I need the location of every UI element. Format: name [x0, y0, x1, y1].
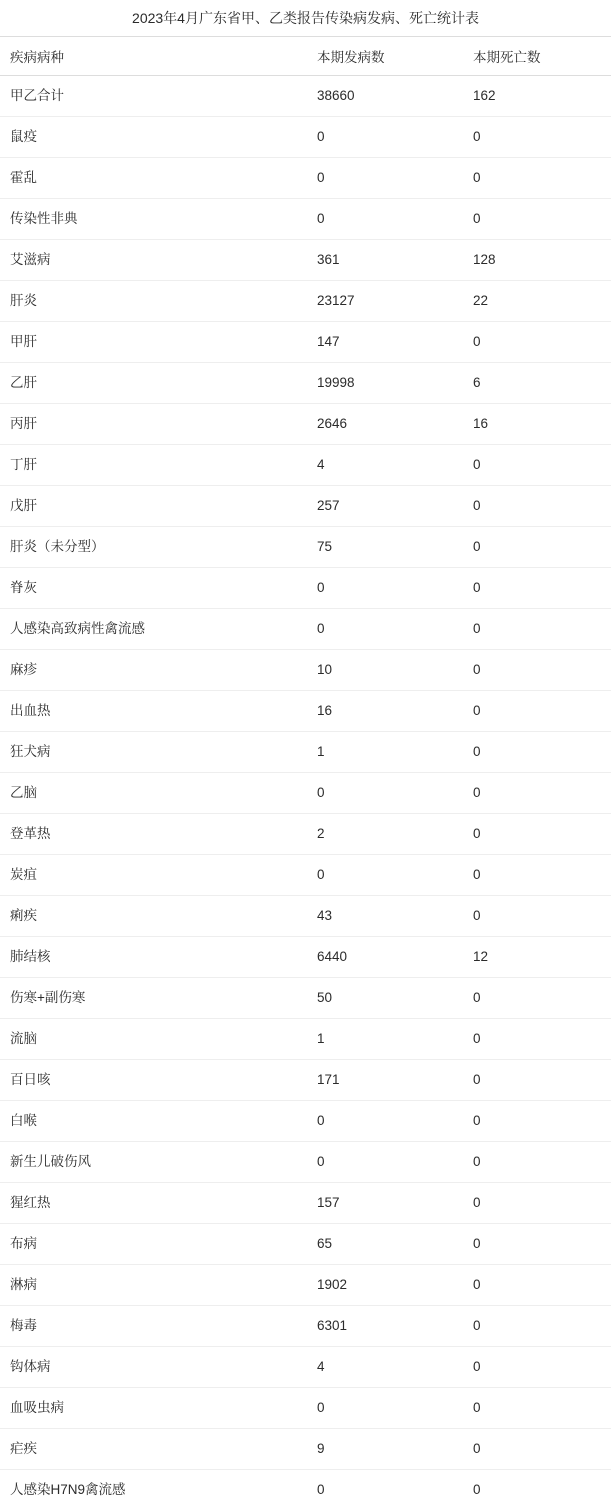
cell-disease-name: 血吸虫病 — [0, 1388, 305, 1429]
table-row — [0, 1347, 611, 1388]
cell-disease-name: 乙脑 — [0, 773, 305, 814]
cell-case-count: 257 — [305, 486, 463, 527]
cell-case-count: 1 — [305, 1019, 463, 1060]
cell-disease-name: 伤寒+副伤寒 — [0, 978, 305, 1019]
table-row — [0, 609, 611, 650]
table-row — [0, 486, 611, 527]
cell-death-count: 0 — [463, 1224, 611, 1265]
table-row — [0, 1306, 611, 1347]
cell-death-count: 0 — [463, 650, 611, 691]
cell-case-count: 0 — [305, 117, 463, 158]
cell-death-count: 12 — [463, 937, 611, 978]
cell-disease-name: 甲乙合计 — [0, 76, 305, 117]
cell-death-count: 0 — [463, 896, 611, 937]
cell-disease-name: 梅毒 — [0, 1306, 305, 1347]
table-body — [0, 76, 611, 1510]
cell-death-count: 0 — [463, 1265, 611, 1306]
cell-disease-name: 布病 — [0, 1224, 305, 1265]
cell-death-count: 0 — [463, 855, 611, 896]
table-row — [0, 1429, 611, 1470]
table-row — [0, 978, 611, 1019]
cell-case-count: 0 — [305, 1470, 463, 1510]
table-row — [0, 1183, 611, 1224]
table-row — [0, 937, 611, 978]
table-row — [0, 281, 611, 322]
cell-death-count: 0 — [463, 1060, 611, 1101]
cell-case-count: 75 — [305, 527, 463, 568]
cell-case-count: 9 — [305, 1429, 463, 1470]
column-header-cases: 本期发病数 — [305, 37, 463, 76]
cell-disease-name: 疟疾 — [0, 1429, 305, 1470]
cell-death-count: 0 — [463, 1429, 611, 1470]
table-row — [0, 158, 611, 199]
cell-disease-name: 丁肝 — [0, 445, 305, 486]
cell-death-count: 0 — [463, 1019, 611, 1060]
table-row — [0, 240, 611, 281]
cell-death-count: 0 — [463, 1101, 611, 1142]
table-row — [0, 896, 611, 937]
cell-case-count: 4 — [305, 1347, 463, 1388]
cell-disease-name: 百日咳 — [0, 1060, 305, 1101]
cell-death-count: 0 — [463, 158, 611, 199]
cell-case-count: 0 — [305, 1101, 463, 1142]
cell-case-count: 1 — [305, 732, 463, 773]
cell-disease-name: 淋病 — [0, 1265, 305, 1306]
cell-death-count: 0 — [463, 1470, 611, 1510]
cell-case-count: 1902 — [305, 1265, 463, 1306]
cell-disease-name: 鼠疫 — [0, 117, 305, 158]
page-title: 2023年4月广东省甲、乙类报告传染病发病、死亡统计表 — [0, 0, 611, 36]
cell-disease-name: 霍乱 — [0, 158, 305, 199]
cell-disease-name: 人感染H7N9禽流感 — [0, 1470, 305, 1510]
cell-disease-name: 猩红热 — [0, 1183, 305, 1224]
cell-case-count: 0 — [305, 1388, 463, 1429]
cell-disease-name: 新生儿破伤风 — [0, 1142, 305, 1183]
cell-case-count: 0 — [305, 609, 463, 650]
infectious-disease-table — [0, 36, 611, 1510]
table-row — [0, 1265, 611, 1306]
cell-death-count: 0 — [463, 1183, 611, 1224]
cell-disease-name: 钩体病 — [0, 1347, 305, 1388]
cell-disease-name: 丙肝 — [0, 404, 305, 445]
cell-case-count: 361 — [305, 240, 463, 281]
cell-case-count: 171 — [305, 1060, 463, 1101]
cell-case-count: 43 — [305, 896, 463, 937]
cell-case-count: 38660 — [305, 76, 463, 117]
cell-death-count: 0 — [463, 1347, 611, 1388]
cell-case-count: 65 — [305, 1224, 463, 1265]
cell-disease-name: 脊灰 — [0, 568, 305, 609]
cell-case-count: 0 — [305, 855, 463, 896]
table-row — [0, 732, 611, 773]
table-row — [0, 404, 611, 445]
cell-disease-name: 甲肝 — [0, 322, 305, 363]
table-row — [0, 199, 611, 240]
table-row — [0, 814, 611, 855]
column-header-disease: 疾病病种 — [0, 37, 305, 76]
table-row — [0, 117, 611, 158]
cell-disease-name: 登革热 — [0, 814, 305, 855]
cell-case-count: 2646 — [305, 404, 463, 445]
cell-death-count: 0 — [463, 978, 611, 1019]
cell-case-count: 6301 — [305, 1306, 463, 1347]
cell-disease-name: 麻疹 — [0, 650, 305, 691]
cell-case-count: 19998 — [305, 363, 463, 404]
table-row — [0, 1224, 611, 1265]
cell-death-count: 6 — [463, 363, 611, 404]
cell-case-count: 23127 — [305, 281, 463, 322]
cell-disease-name: 肝炎（未分型） — [0, 527, 305, 568]
table-row — [0, 1019, 611, 1060]
cell-case-count: 0 — [305, 568, 463, 609]
cell-disease-name: 痢疾 — [0, 896, 305, 937]
cell-disease-name: 人感染高致病性禽流感 — [0, 609, 305, 650]
cell-disease-name: 流脑 — [0, 1019, 305, 1060]
cell-death-count: 0 — [463, 1306, 611, 1347]
table-header-row — [0, 37, 611, 76]
cell-death-count: 0 — [463, 199, 611, 240]
table-row — [0, 445, 611, 486]
cell-disease-name: 传染性非典 — [0, 199, 305, 240]
column-header-deaths: 本期死亡数 — [463, 37, 611, 76]
cell-death-count: 0 — [463, 773, 611, 814]
cell-death-count: 0 — [463, 609, 611, 650]
cell-death-count: 0 — [463, 814, 611, 855]
cell-case-count: 157 — [305, 1183, 463, 1224]
cell-disease-name: 白喉 — [0, 1101, 305, 1142]
table-row — [0, 1142, 611, 1183]
cell-death-count: 0 — [463, 486, 611, 527]
table-row — [0, 855, 611, 896]
cell-case-count: 147 — [305, 322, 463, 363]
table-row — [0, 322, 611, 363]
cell-death-count: 0 — [463, 691, 611, 732]
cell-case-count: 16 — [305, 691, 463, 732]
cell-case-count: 10 — [305, 650, 463, 691]
table-row — [0, 1388, 611, 1429]
table-row — [0, 691, 611, 732]
cell-case-count: 6440 — [305, 937, 463, 978]
cell-disease-name: 狂犬病 — [0, 732, 305, 773]
table-header — [0, 37, 611, 76]
table-row — [0, 650, 611, 691]
cell-case-count: 4 — [305, 445, 463, 486]
table-row — [0, 1101, 611, 1142]
cell-death-count: 16 — [463, 404, 611, 445]
cell-death-count: 0 — [463, 322, 611, 363]
cell-case-count: 50 — [305, 978, 463, 1019]
cell-death-count: 0 — [463, 732, 611, 773]
table-row — [0, 1060, 611, 1101]
table-row — [0, 527, 611, 568]
cell-death-count: 22 — [463, 281, 611, 322]
cell-death-count: 0 — [463, 117, 611, 158]
cell-death-count: 0 — [463, 1142, 611, 1183]
table-row — [0, 773, 611, 814]
cell-death-count: 0 — [463, 1388, 611, 1429]
cell-case-count: 0 — [305, 773, 463, 814]
cell-death-count: 0 — [463, 445, 611, 486]
cell-disease-name: 肺结核 — [0, 937, 305, 978]
cell-disease-name: 炭疽 — [0, 855, 305, 896]
cell-death-count: 0 — [463, 568, 611, 609]
cell-disease-name: 艾滋病 — [0, 240, 305, 281]
cell-disease-name: 戊肝 — [0, 486, 305, 527]
cell-case-count: 2 — [305, 814, 463, 855]
cell-case-count: 0 — [305, 1142, 463, 1183]
cell-death-count: 162 — [463, 76, 611, 117]
cell-death-count: 0 — [463, 527, 611, 568]
cell-disease-name: 出血热 — [0, 691, 305, 732]
cell-disease-name: 肝炎 — [0, 281, 305, 322]
cell-death-count: 128 — [463, 240, 611, 281]
table-row — [0, 76, 611, 117]
cell-case-count: 0 — [305, 199, 463, 240]
cell-case-count: 0 — [305, 158, 463, 199]
table-row — [0, 568, 611, 609]
table-row — [0, 363, 611, 404]
cell-disease-name: 乙肝 — [0, 363, 305, 404]
